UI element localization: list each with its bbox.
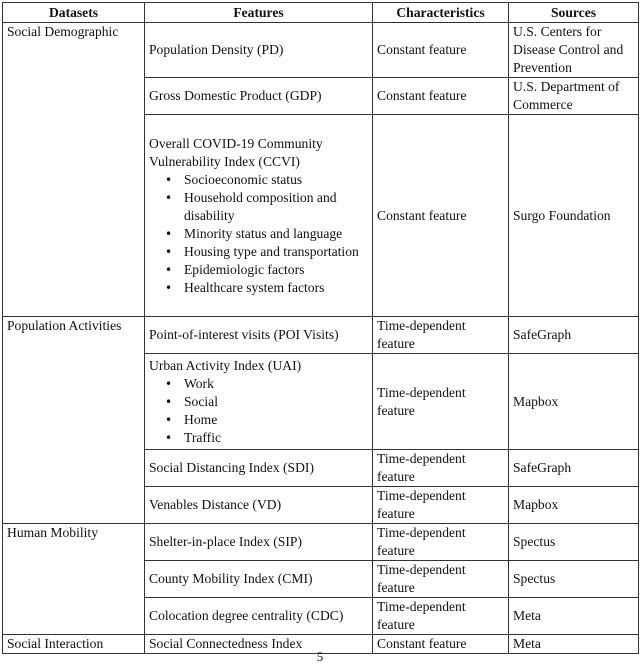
characteristic-cell: Constant feature [373,115,509,317]
source-cell: U.S. Department of Commerce [509,78,639,115]
sub-item-list [149,171,368,297]
source-cell: U.S. Centers for Disease Control and Prevention [509,23,639,78]
list-item: • Epidemiologic factors [184,261,368,279]
source-cell: SafeGraph [509,317,639,354]
list-item: • Work [184,375,368,393]
source-cell: Spectus [509,561,639,598]
source-cell: Surgo Foundation [509,115,639,317]
dataset-social-demographic: Social Demographic [3,23,145,317]
header-sources: Sources [509,3,639,23]
feature-title: Overall COVID-19 Community Vulnerability Index (CCVI) [149,135,323,169]
list-item: • Household composition and disability [184,189,368,225]
feature-cell [145,115,373,317]
feature-cell [145,354,373,450]
feature-cell: Shelter-in-place Index (SIP) [145,524,373,561]
characteristic-cell: Time-dependent feature [373,561,509,598]
characteristic-cell: Time-dependent feature [373,317,509,354]
feature-title: Urban Activity Index (UAI) [149,357,302,373]
characteristic-cell: Time-dependent feature [373,598,509,635]
header-datasets: Datasets [3,3,145,23]
characteristic-cell: Time-dependent feature [373,354,509,450]
table-row [3,23,639,78]
list-item: • Traffic [184,429,368,447]
dataset-social-interaction: Social Interaction [3,635,145,654]
feature-cell: Colocation degree centrality (CDC) [145,598,373,635]
feature-cell: Social Distancing Index (SDI) [145,450,373,487]
header-features: Features [145,3,373,23]
page-number: 5 [316,649,324,664]
characteristic-cell: Time-dependent feature [373,487,509,524]
list-item: • Housing type and transportation [184,243,368,261]
header-characteristics: Characteristics [373,3,509,23]
feature-cell: Gross Domestic Product (GDP) [145,78,373,115]
characteristic-cell: Time-dependent feature [373,450,509,487]
feature-cell: Venables Distance (VD) [145,487,373,524]
feature-cell: Social Connectedness Index [145,635,373,654]
characteristic-cell: Constant feature [373,23,509,78]
list-item: • Socioeconomic status [184,171,368,189]
list-item: • Healthcare system factors [184,279,368,297]
sub-item-list [149,375,368,447]
table-row [3,524,639,561]
source-cell: Mapbox [509,487,639,524]
characteristic-cell: Time-dependent feature [373,524,509,561]
characteristic-cell: Constant feature [373,78,509,115]
feature-cell: County Mobility Index (CMI) [145,561,373,598]
source-cell: Spectus [509,524,639,561]
source-cell: Mapbox [509,354,639,450]
source-cell: Meta [509,635,639,654]
source-cell: Meta [509,598,639,635]
table-row [3,317,639,354]
dataset-human-mobility: Human Mobility [3,524,145,635]
header-row [3,3,639,23]
characteristic-cell: Constant feature [373,635,509,654]
list-item: • Minority status and language [184,225,368,243]
dataset-population-activities: Population Activities [3,317,145,524]
feature-cell: Point-of-interest visits (POI Visits) [145,317,373,354]
list-item: • Home [184,411,368,429]
feature-cell: Population Density (PD) [145,23,373,78]
list-item: • Social [184,393,368,411]
features-table [2,2,639,654]
source-cell: SafeGraph [509,450,639,487]
